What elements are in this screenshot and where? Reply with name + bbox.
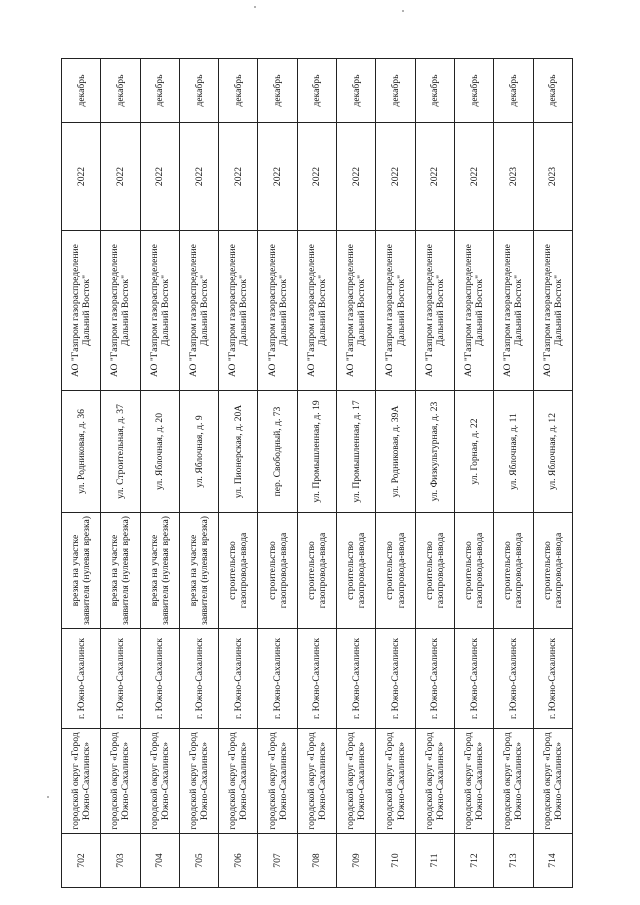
year-cell: 2022 [140, 123, 179, 231]
work-type-cell: строительство газопровода-ввода [219, 513, 258, 629]
municipality-cell: городской округ «Город Южно-Сахалинск» [454, 729, 493, 834]
municipality-cell: городской округ «Город Южно-Сахалинск» [258, 729, 297, 834]
locality-cell: г. Южно-Сахалинск [219, 629, 258, 729]
month-cell: декабрь [258, 59, 297, 123]
locality-cell: г. Южно-Сахалинск [62, 629, 101, 729]
locality-cell: г. Южно-Сахалинск [258, 629, 297, 729]
municipality-cell: городской округ «Город Южно-Сахалинск» [101, 729, 140, 834]
locality-cell: г. Южно-Сахалинск [494, 629, 533, 729]
address-cell: ул. Промышленная, д. 19 [297, 391, 336, 513]
month-cell: декабрь [62, 59, 101, 123]
municipality-cell: городской округ «Город Южно-Сахалинск» [62, 729, 101, 834]
table-row [494, 59, 533, 888]
row-number-cell: 706 [219, 834, 258, 888]
municipality-cell: городской округ «Город Южно-Сахалинск» [179, 729, 218, 834]
row-number-cell: 710 [376, 834, 415, 888]
locality-cell: г. Южно-Сахалинск [140, 629, 179, 729]
month-cell: декабрь [140, 59, 179, 123]
organization-cell: АО "Газпром газораспределение Дальний Восток" [494, 231, 533, 391]
row-number-cell: 712 [454, 834, 493, 888]
month-cell: декабрь [376, 59, 415, 123]
organization-cell: АО "Газпром газораспределение Дальний Восток" [533, 231, 572, 391]
work-type-cell: врезка на участке заявителя (нулевая врезка) [140, 513, 179, 629]
organization-cell: АО "Газпром газораспределение Дальний Восток" [62, 231, 101, 391]
year-cell: 2022 [376, 123, 415, 231]
year-cell: 2023 [494, 123, 533, 231]
address-cell: ул. Яблочная, д. 11 [494, 391, 533, 513]
table-row [415, 59, 454, 888]
municipality-cell: городской округ «Город Южно-Сахалинск» [415, 729, 454, 834]
table-row [454, 59, 493, 888]
work-type-cell: строительство газопровода-ввода [454, 513, 493, 629]
year-cell: 2022 [415, 123, 454, 231]
locality-cell: г. Южно-Сахалинск [415, 629, 454, 729]
table-row [297, 59, 336, 888]
table-row [533, 59, 572, 888]
table-row [337, 59, 376, 888]
month-cell: декабрь [415, 59, 454, 123]
address-cell: ул. Яблочная, д. 20 [140, 391, 179, 513]
year-cell: 2022 [179, 123, 218, 231]
locality-cell: г. Южно-Сахалинск [297, 629, 336, 729]
month-cell: декабрь [533, 59, 572, 123]
work-type-cell: строительство газопровода-ввода [376, 513, 415, 629]
organization-cell: АО "Газпром газораспределение Дальний Восток" [101, 231, 140, 391]
row-number-cell: 703 [101, 834, 140, 888]
year-cell: 2022 [62, 123, 101, 231]
work-type-cell: строительство газопровода-ввода [533, 513, 572, 629]
municipality-cell: городской округ «Город Южно-Сахалинск» [337, 729, 376, 834]
address-cell: пер. Свободный, д. 73 [258, 391, 297, 513]
organization-cell: АО "Газпром газораспределение Дальний Восток" [297, 231, 336, 391]
year-cell: 2022 [101, 123, 140, 231]
organization-cell: АО "Газпром газораспределение Дальний Восток" [337, 231, 376, 391]
year-cell: 2022 [258, 123, 297, 231]
table-row [258, 59, 297, 888]
locality-cell: г. Южно-Сахалинск [101, 629, 140, 729]
organization-cell: АО "Газпром газораспределение Дальний Восток" [376, 231, 415, 391]
month-cell: декабрь [219, 59, 258, 123]
work-type-cell: строительство газопровода-ввода [415, 513, 454, 629]
row-number-cell: 702 [62, 834, 101, 888]
locality-cell: г. Южно-Сахалинск [376, 629, 415, 729]
year-cell: 2022 [337, 123, 376, 231]
work-type-cell: врезка на участке заявителя (нулевая врезка) [62, 513, 101, 629]
year-cell: 2022 [297, 123, 336, 231]
locality-cell: г. Южно-Сахалинск [533, 629, 572, 729]
table-row [179, 59, 218, 888]
address-cell: ул. Промышленная, д. 17 [337, 391, 376, 513]
rotated-sheet [61, 59, 572, 888]
scan-speck [402, 10, 404, 12]
year-cell: 2023 [533, 123, 572, 231]
municipality-cell: городской округ «Город Южно-Сахалинск» [219, 729, 258, 834]
address-cell: ул. Строительная, д. 37 [101, 391, 140, 513]
address-cell: ул. Родниковая, д. 36 [62, 391, 101, 513]
row-number-cell: 707 [258, 834, 297, 888]
month-cell: декабрь [454, 59, 493, 123]
organization-cell: АО "Газпром газораспределение Дальний Восток" [140, 231, 179, 391]
address-cell: ул. Пионерская, д. 20А [219, 391, 258, 513]
locality-cell: г. Южно-Сахалинск [179, 629, 218, 729]
table-body [62, 59, 573, 888]
municipality-cell: городской округ «Город Южно-Сахалинск» [533, 729, 572, 834]
municipality-cell: городской округ «Город Южно-Сахалинск» [140, 729, 179, 834]
work-type-cell: врезка на участке заявителя (нулевая врезка) [179, 513, 218, 629]
work-type-cell: строительство газопровода-ввода [297, 513, 336, 629]
row-number-cell: 714 [533, 834, 572, 888]
address-cell: ул. Яблочная, д. 12 [533, 391, 572, 513]
table-row [140, 59, 179, 888]
locality-cell: г. Южно-Сахалинск [454, 629, 493, 729]
municipality-cell: городской округ «Город Южно-Сахалинск» [494, 729, 533, 834]
work-type-cell: строительство газопровода-ввода [258, 513, 297, 629]
year-cell: 2022 [219, 123, 258, 231]
row-number-cell: 705 [179, 834, 218, 888]
scan-speck [254, 6, 256, 8]
table-row [219, 59, 258, 888]
month-cell: декабрь [297, 59, 336, 123]
address-cell: ул. Горная, д. 22 [454, 391, 493, 513]
table-row [101, 59, 140, 888]
address-cell: ул. Физкультурная, д. 23 [415, 391, 454, 513]
row-number-cell: 708 [297, 834, 336, 888]
organization-cell: АО "Газпром газораспределение Дальний Восток" [219, 231, 258, 391]
organization-cell: АО "Газпром газораспределение Дальний Восток" [179, 231, 218, 391]
address-cell: ул. Яблочная, д. 9 [179, 391, 218, 513]
work-type-cell: строительство газопровода-ввода [494, 513, 533, 629]
organization-cell: АО "Газпром газораспределение Дальний Восток" [258, 231, 297, 391]
organization-cell: АО "Газпром газораспределение Дальний Восток" [454, 231, 493, 391]
municipality-cell: городской округ «Город Южно-Сахалинск» [376, 729, 415, 834]
month-cell: декабрь [337, 59, 376, 123]
scan-speck [47, 796, 49, 798]
month-cell: декабрь [101, 59, 140, 123]
work-type-cell: строительство газопровода-ввода [337, 513, 376, 629]
year-cell: 2022 [454, 123, 493, 231]
row-number-cell: 704 [140, 834, 179, 888]
municipality-cell: городской округ «Город Южно-Сахалинск» [297, 729, 336, 834]
table-row [62, 59, 101, 888]
row-number-cell: 709 [337, 834, 376, 888]
organization-cell: АО "Газпром газораспределение Дальний Восток" [415, 231, 454, 391]
gas-connection-table [61, 58, 573, 888]
locality-cell: г. Южно-Сахалинск [337, 629, 376, 729]
row-number-cell: 713 [494, 834, 533, 888]
work-type-cell: врезка на участке заявителя (нулевая врезка) [101, 513, 140, 629]
row-number-cell: 711 [415, 834, 454, 888]
table-row [376, 59, 415, 888]
month-cell: декабрь [179, 59, 218, 123]
address-cell: ул. Родниковая, д. 39А [376, 391, 415, 513]
month-cell: декабрь [494, 59, 533, 123]
